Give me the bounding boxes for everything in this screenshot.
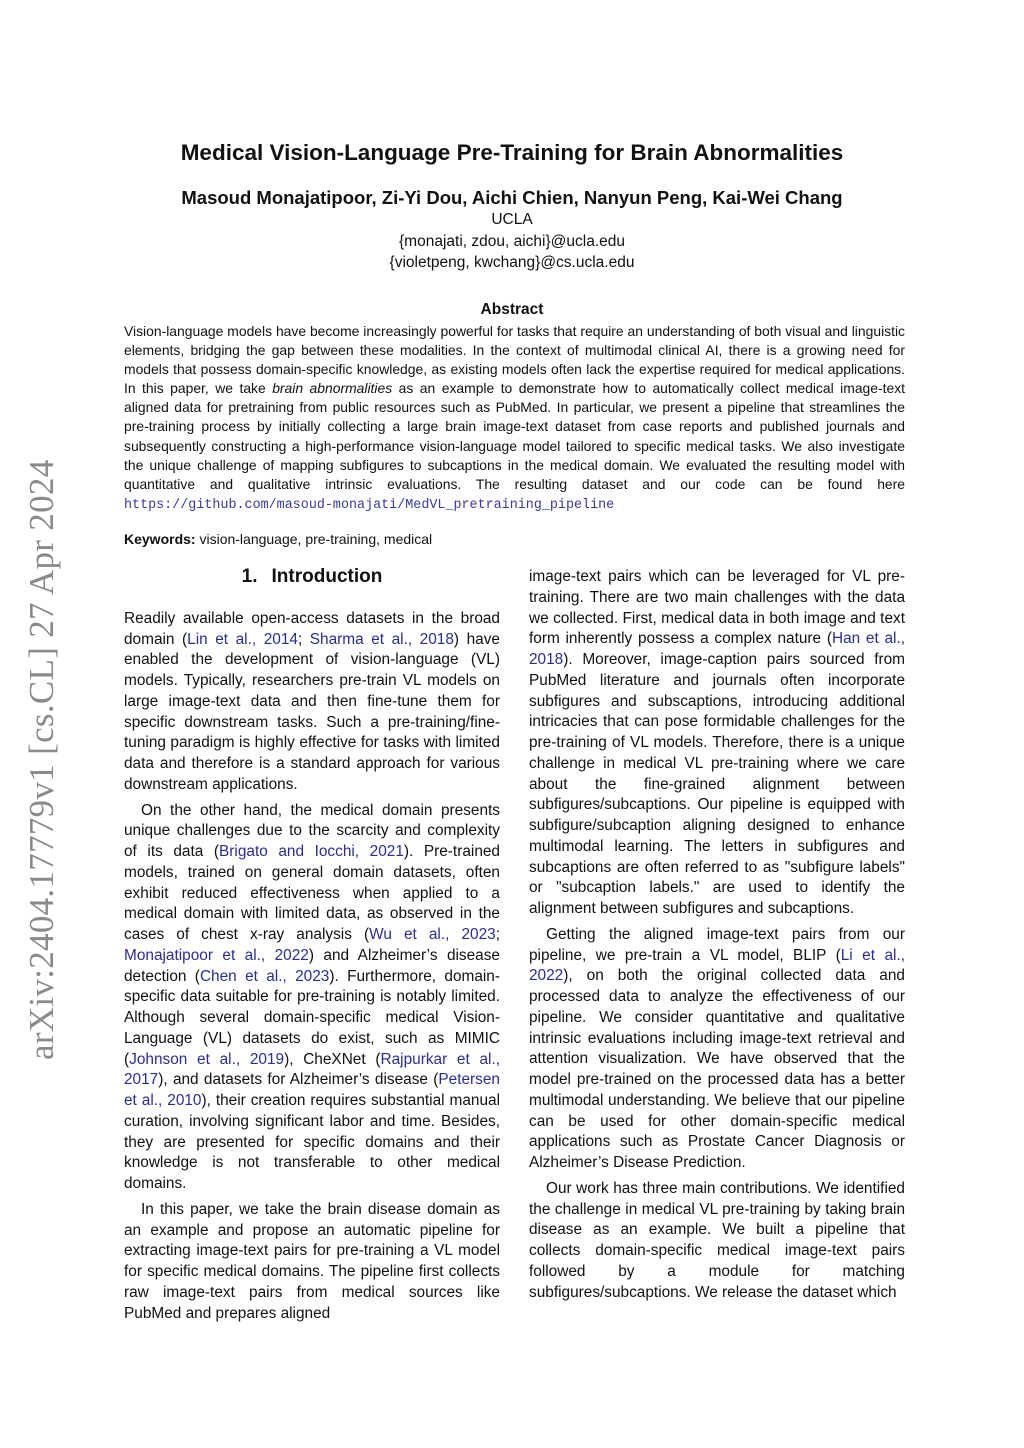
code-repository-link[interactable]: https://github.com/masoud-monajati/MedVL_pretraining_pipeline [124, 497, 615, 513]
abstract-text-part1: Vision-language models have become increasingly powerful for tasks that require an understanding of both visual and linguistic elements, bridging the gap between these modalities. In the context of multimodal clinical AI, there is a growing need for models that possess domain-specific knowledge, as existing models often lack the expertise required for medical applications. In this paper, we take [124, 323, 905, 397]
text-span: ) have enabled the development of vision-language (VL) models. Typically, researchers pre-train VL models on large image-text data and then fine-tune them for specific downstream tasks. Such a pre-training/fine-tuning paradigm is highly effective for tasks with limited data and therefore is a standard approach for various downstream applications. [124, 630, 500, 793]
author-list: Masoud Monajatipoor, Zi-Yi Dou, Aichi Chien, Nanyun Peng, Kai-Wei Chang [181, 187, 843, 208]
intro-paragraph-3: In this paper, we take the brain disease domain as an example and propose an automatic pipeline for extracting image-text pairs for pre-training a VL model for specific medical domains. The pipeline first collects raw image-text pairs from medical sources like PubMed and prepares aligned [124, 1200, 500, 1322]
text-span: ; [297, 630, 310, 648]
affiliation: UCLA [491, 211, 533, 228]
abstract-emphasis: brain abnormalities [272, 380, 393, 397]
citation-link[interactable]: Rajpurkar et al., 2017 [124, 1050, 500, 1089]
author-emails-cs: {violetpeng, kwchang}@cs.ucla.edu [389, 254, 635, 271]
citation-link[interactable]: Li et al., 2022 [529, 946, 905, 985]
author-emails-ucla: {monajati, zdou, aichi}@ucla.edu [399, 233, 625, 250]
intro-paragraph-3-continued [529, 567, 905, 920]
text-span: ) and Alzheimer’s disease detection ( [124, 946, 500, 985]
section-number: 1. [241, 566, 258, 587]
text-span: ), on both the original collected data and processed data to analyze the effectiveness of our pipeline. We consider quantitative and qualitative intrinsic evaluations including image-text retrieval and attention visualization. We have observed that the model pre-trained on the processed data has a better multimodal understanding. We believe that our pipeline can be used for other domain-specific medical applications such as Prostate Cancer Diagnosis or Alzheimer’s Disease Prediction. [529, 967, 905, 1171]
left-column [124, 567, 500, 1329]
text-span: ; [495, 926, 500, 943]
text-span: Readily available open-access datasets in the broad domain ( [124, 609, 500, 648]
citation-link[interactable]: Wu et al., 2023 [369, 926, 496, 943]
citation-link[interactable]: Lin et al., 2014 [187, 630, 298, 648]
keywords-line [124, 531, 432, 547]
intro-paragraph-2 [124, 801, 500, 1195]
citation-link[interactable]: Sharma et al., 2018 [309, 630, 454, 648]
paper-title: Medical Vision-Language Pre-Training for Brain Abnormalities [180, 140, 844, 165]
citation-link[interactable]: Brigato and Iocchi, 2021 [219, 843, 404, 860]
keywords-value: vision-language, pre-training, medical [199, 531, 433, 547]
intro-paragraph-4 [529, 925, 905, 1174]
text-span: ), and datasets for Alzheimer’s disease ( [158, 1071, 439, 1089]
keywords-label: Keywords: [124, 531, 196, 547]
abstract-text-part2: as an example to demonstrate how to automatically collect medical image-text aligned data for pretraining from public resources such as PubMed. In particular, we present a pipeline that streamlines the pre-training process by initially collecting a large brain image-text dataset from case reports and published journals and subsequently constructing a high-performance vision-language model tailored to specific medical tasks. We also investigate the unique challenge of mapping subfigures to subcaptions in the medical domain. We evaluated the resulting model with quantitative and qualitative intrinsic evaluations. The resulting dataset and our code can be found here [124, 380, 906, 492]
text-span: ). Pre-trained models, trained on general domain datasets, often exhibit reduced effectiveness when applied to a medical domain with limited data, as observed in the cases of chest x-ray analysis ( [124, 843, 500, 943]
text-span: image-text pairs which can be leveraged for VL pre-training. There are two main challenges with the data we collected. First, medical data in both image and text form inherently possess a complex nature ( [529, 568, 905, 648]
text-span: ). Moreover, image-caption pairs sourced from PubMed literature and journals often incorporate subfigures and subscaptions, introducing additional intricacies that can pose formidable challenges for the pre-training of VL models. Therefore, there is a unique challenge in medical VL pre-training where we care about the fine-grained alignment between subfigures/subcaptions. Our pipeline is equipped with subfigure/subcaption aligning designed to enhance multimodal learning. The letters in subfigures and subcaptions are often referred to as "subfigure labels" or "subcaption labels." are used to identify the alignment between subfigures and subcaptions. [529, 651, 905, 917]
right-column [529, 567, 905, 1308]
citation-link[interactable]: Johnson et al., 2019 [129, 1050, 285, 1068]
text-span: Getting the aligned image-text pairs from our pipeline, we pre-train a VL model, BLIP ( [529, 925, 905, 964]
section-heading-introduction [124, 567, 500, 588]
intro-paragraph-5: Our work has three main contributions. We identified the challenge in medical VL pre-training by taking brain disease as an example. We built a pipeline that collects domain-specific medical image-text pairs followed by a module for matching subfigures/subcaptions. We release the dataset which [529, 1179, 905, 1301]
text-span: ), CheXNet ( [284, 1050, 381, 1068]
text-span: ). Furthermore, domain-specific data suitable for pre-training is notably limited. Although several domain-specific medical Vision-Language (VL) datasets do exist, such as MIMIC ( [124, 967, 500, 1068]
abstract-heading: Abstract [480, 301, 544, 318]
citation-link[interactable]: Han et al., 2018 [529, 630, 905, 668]
citation-link[interactable]: Monajatipoor et al., 2022 [124, 946, 309, 964]
text-span: On the other hand, the medical domain presents unique challenges due to the scarcity and complexity of its data ( [124, 801, 500, 860]
section-title: Introduction [271, 566, 383, 587]
citation-link[interactable]: Petersen et al., 2010 [124, 1071, 500, 1109]
abstract-body [124, 322, 905, 515]
arxiv-side-stamp: arXiv:2404.17779v1 [cs.CL] 27 Apr 2024 [22, 459, 61, 1060]
text-span: ), their creation requires substantial manual curation, involving significant labor and time. Besides, they are presented for specific domains and their knowledge is not transferable to other medical domains. [124, 1092, 500, 1192]
citation-link[interactable]: Chen et al., 2023 [199, 967, 330, 985]
intro-paragraph-1 [124, 609, 500, 796]
